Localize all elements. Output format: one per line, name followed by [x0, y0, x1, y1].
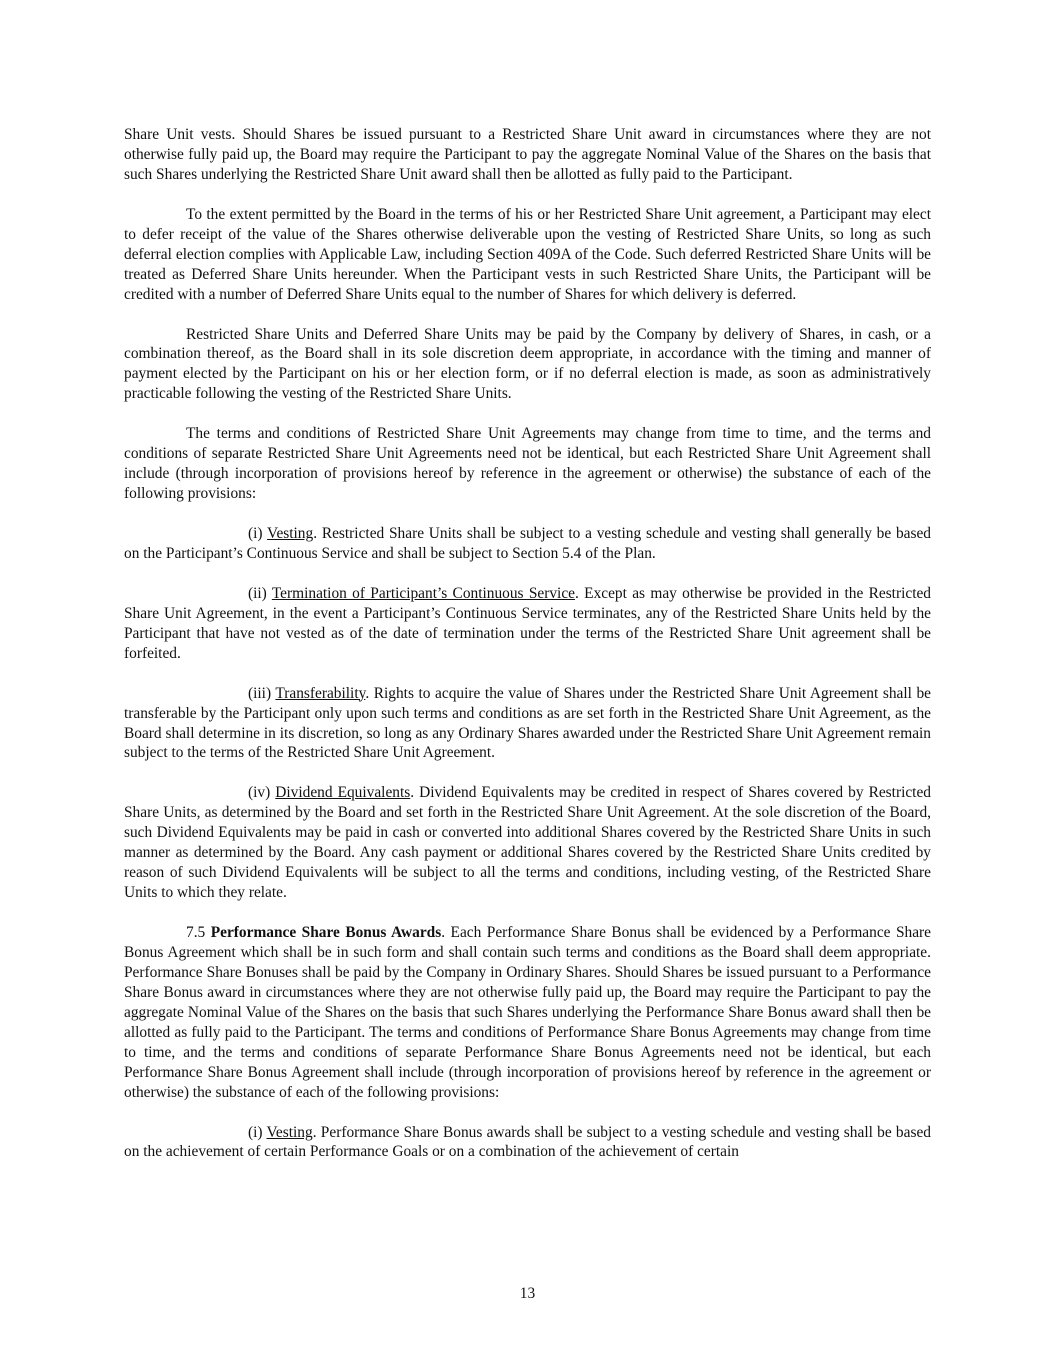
- provision-title: Termination of Participant’s Continuous Service: [271, 584, 575, 602]
- provision-number: (iv): [248, 784, 276, 802]
- section-7-5: [124, 923, 931, 1103]
- provision-vesting: [124, 524, 931, 564]
- provision-title: Vesting: [267, 525, 314, 542]
- page-number: 13: [519, 1285, 536, 1302]
- provision-body: . Restricted Share Units shall be subject to a vesting schedule and vesting shall generally be based on the Participant’s Continuous Service and shall be subject to Section 5.4 of the Plan.: [124, 525, 931, 562]
- provision-termination: [124, 584, 931, 664]
- provision-number: (ii): [248, 584, 272, 602]
- document-page: [124, 125, 931, 1182]
- paragraph-payment: Restricted Share Units and Deferred Share Units may be paid by the Company by delivery of Shares, in cash, or a combination thereof, as the Board shall in its sole discretion deem appropriate, in accordance with the timing and manner of payment elected by the Participant on his or her election form, or if no deferral election is made, as soon as administratively practicable following the vesting of the Restricted Share Units.: [124, 325, 931, 403]
- provision-body: . Performance Share Bonus awards shall be subject to a vesting schedule and vesting shall be based on the achievement of certain Performance Goals or on a combination of the achievement of certain: [124, 1123, 931, 1161]
- provision-body: . Rights to acquire the value of Shares under the Restricted Share Unit Agreement shall be transferable by the Participant only upon such terms and conditions as are set forth in the Restricted Share Unit Agreement, as the Board shall determine in its discretion, so long as any Ordinary Shares awarded under the Restricted Share Unit Agreement remain subject to the terms of the Restricted Share Unit Agreement.: [124, 684, 932, 762]
- paragraph-terms: The terms and conditions of Restricted Share Unit Agreements may change from time to time, and the terms and conditions of separate Restricted Share Unit Agreements need not be identical, but each Restricted Share Unit Agreement shall include (through incorporation of provisions hereof by reference in the agreement or otherwise) the substance of each of the following provisions:: [124, 425, 931, 503]
- provision-performance-vesting: [124, 1123, 931, 1163]
- section-title: Performance Share Bonus Awards: [210, 924, 442, 941]
- section-body: . Each Performance Share Bonus shall be evidenced by a Performance Share Bonus Agreement which shall be in such form and shall contain such terms and conditions as the Board shall deem appropriate. Performance Share Bonuses shall be paid by the Company in Ordinary Shares. Should Shares be issued pursuant to a Performance Share Bonus award in circumstances where they are not otherwise fully paid up, the Board may require the Participant to pay the aggregate Nominal Value of the Shares on the basis that such Shares underlying the Performance Share Bonus award shall then be allotted as fully paid to the Participant. The terms and conditions of Performance Share Bonus Agreements may change from time to time, and the terms and conditions of separate Performance Share Bonus Agreements need not be identical, but each Performance Share Bonus Agreement shall include (through incorporation of provisions hereof by reference in the agreement or otherwise) the substance of each of the following provisions:: [124, 924, 932, 1101]
- provision-title: Dividend Equivalents: [275, 784, 411, 802]
- provision-dividend-equivalents: [124, 783, 931, 903]
- provision-number: (i): [248, 525, 268, 542]
- provision-transferability: [124, 684, 931, 764]
- provision-number: (iii): [248, 684, 276, 702]
- provision-body: . Dividend Equivalents may be credited in respect of Shares covered by Restricted Share Units, as determined by the Board and set forth in the Restricted Share Unit Agreement. At the sole discretion of the Board, such Dividend Equivalents may be paid in cash or converted into additional Shares covered by the Restricted Share Units in such manner as determined by the Board. Any cash payment or additional Shares covered by the Restricted Share Units credited by reason of such Dividend Equivalents will be subject to all the terms and conditions, including vesting, of the Restricted Share Units to which they relate.: [124, 784, 931, 902]
- provision-number: (i): [248, 1123, 267, 1141]
- provision-body: . Except as may otherwise be provided in the Restricted Share Unit Agreement, in the event a Participant’s Continuous Service terminates, any of the Restricted Share Units held by the Participant that have not vested as of the date of termination under the terms of the Restricted Share Unit agreement shall be forfeited.: [124, 584, 931, 662]
- paragraph-continuation: Share Unit vests. Should Shares be issued pursuant to a Restricted Share Unit award in circumstances where they are not otherwise fully paid up, the Board may require the Participant to pay the aggregate Nominal Value of the Shares on the basis that such Shares underlying the Restricted Share Unit award shall then be allotted as fully paid to the Participant.: [124, 126, 931, 183]
- provision-title: Vesting: [266, 1123, 313, 1141]
- provision-title: Transferability: [275, 684, 366, 702]
- paragraph-deferral: To the extent permitted by the Board in the terms of his or her Restricted Share Unit agreement, a Participant may elect to defer receipt of the value of the Shares otherwise deliverable upon the vesting of Restricted Share Units, so long as such deferral election complies with Applicable Law, including Section 409A of the Code. Such deferred Restricted Share Units will be treated as Deferred Share Units hereunder. When the Participant vests in such Restricted Share Units, the Participant will be credited with a number of Deferred Share Units equal to the number of Shares for which delivery is deferred.: [124, 205, 931, 303]
- section-number: 7.5: [186, 924, 211, 941]
